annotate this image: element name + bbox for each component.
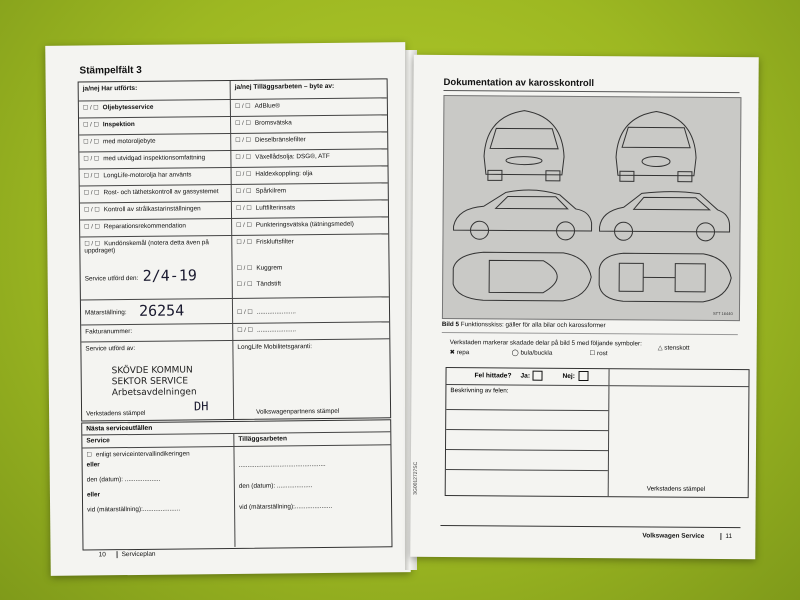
- longlife-label: LongLife Mobilitetsgaranti:: [237, 343, 313, 351]
- service-table: [78, 78, 392, 421]
- ns-col-b: Tilläggsarbeten: [238, 435, 288, 443]
- table-row: [80, 234, 388, 259]
- workshop-stamp-area: [609, 386, 749, 497]
- extra-label: Punkteringsvätska (tätningsmedel): [255, 220, 354, 229]
- caption-bold: Bild 5: [441, 321, 460, 329]
- initials: DH: [193, 399, 209, 414]
- checkbox-icon: ☐ / ☐: [236, 239, 253, 246]
- done-cell: [80, 219, 232, 237]
- extra-label: Luftfilterinsats: [255, 204, 296, 212]
- checkbox-icon: ☐ / ☐: [83, 122, 99, 129]
- fault-header-cell: [446, 368, 609, 385]
- service-date-value: 2/4-19: [142, 266, 197, 285]
- done-label: Rost- och täthetskontroll av gassystemet: [103, 188, 219, 197]
- dots-line: ......................: [256, 308, 296, 316]
- done-label: Kontroll av strålkastarinställningen: [103, 205, 201, 214]
- extra-label: Bromsvätska: [254, 119, 292, 127]
- mileage-cell: [81, 299, 233, 325]
- checkbox-icon: ☐ / ☐: [83, 207, 100, 214]
- done-cell: [80, 185, 232, 203]
- invoice-b-cell: [233, 322, 389, 340]
- symbol-dent: ◯ bula/buckla: [511, 349, 553, 357]
- done-cell: [79, 134, 231, 152]
- desc-line: [446, 469, 608, 471]
- desc-line: [446, 429, 608, 431]
- performed-by-label: Service utförd av:: [85, 344, 136, 353]
- extra-b-cell: [232, 256, 388, 298]
- left-page-number: 10: [98, 551, 106, 559]
- ns-b-line: .................................................: [238, 460, 326, 469]
- extra-cell: [232, 234, 388, 258]
- extra-label: Spårkilrem: [255, 187, 287, 195]
- ns-b-vid: vid (mätarställning):.....................: [239, 502, 333, 511]
- left-page: [45, 42, 411, 576]
- done-label: Oljebytesservice: [102, 103, 154, 112]
- desc-line: [446, 409, 608, 411]
- right-stamp-label: Verkstadens stämpel: [646, 485, 706, 493]
- mileage-value: 26254: [138, 301, 185, 320]
- next-service-table: [81, 419, 392, 550]
- desc-line: [446, 449, 608, 451]
- fault-label: Fel hittade?: [474, 372, 512, 380]
- next-service-title: Nästa serviceutfällen: [82, 420, 390, 435]
- vertical-code: 3G0012727SC: [412, 461, 419, 495]
- checkbox-icon: ☐ / ☐: [235, 171, 252, 178]
- done-label: med utvidgad inspektionsomfattning: [103, 154, 206, 163]
- ns-vid: vid (mätarställning):.....................: [87, 505, 181, 514]
- checkbox-icon: ☐ / ☐: [235, 154, 252, 161]
- description-cell: [446, 385, 610, 496]
- col-b-header: ja/nej Tilläggsarbeten – byte av:: [234, 82, 335, 91]
- yes-checkbox[interactable]: [532, 371, 542, 381]
- done-cell: [79, 100, 231, 118]
- ns-eller2: eller: [86, 491, 101, 499]
- ns-extra-cell: [234, 445, 391, 547]
- checkbox-icon: ☐ / ☐: [235, 188, 252, 195]
- ns-enligt: enligt serviceintervallindikeringen: [95, 450, 190, 459]
- service-date-label: Service utförd den:: [84, 274, 139, 283]
- extra-cell: [232, 217, 388, 235]
- extra-cell: [232, 200, 388, 218]
- done-cell: [80, 202, 232, 220]
- checkbox-icon: ☐ / ☐: [84, 241, 101, 248]
- checkbox-icon: ☐ / ☐: [236, 281, 253, 288]
- checkbox-icon: ☐ / ☐: [235, 205, 252, 212]
- no-checkbox[interactable]: [578, 371, 588, 381]
- extra-b1: Kuggrem: [256, 264, 283, 272]
- ns-b-den: den (datum): ....................: [238, 482, 313, 490]
- checkbox-icon: ☐ / ☐: [235, 120, 251, 127]
- stamp-area-top: [609, 369, 748, 386]
- yes-label: Ja:: [520, 372, 531, 380]
- car-diagram: [442, 95, 742, 321]
- checkbox-icon: ☐ / ☐: [82, 105, 99, 112]
- right-page-number: 11: [720, 533, 732, 540]
- section-title: Stämpelfält 3: [79, 64, 142, 77]
- symbol-chip: △ stenskott: [657, 344, 690, 352]
- caption-divider: [442, 332, 738, 335]
- extra-cell: [231, 115, 387, 133]
- col-a-header: ja/nej Har utförts:: [79, 81, 231, 101]
- checkbox-icon: ☐ / ☐: [83, 156, 100, 163]
- extra-label: Växellådsolja: DSG®, ATF: [255, 152, 330, 161]
- extra-label: Friskluftsfilter: [256, 238, 294, 246]
- checkbox-icon: ☐ / ☐: [237, 327, 254, 334]
- stamp-image: [112, 365, 197, 399]
- right-page: [410, 55, 758, 559]
- extra-cell: [232, 183, 388, 201]
- checkbox-icon: ☐ / ☐: [234, 103, 251, 110]
- workshop-stamp-label: Verkstadens stämpel: [86, 409, 146, 418]
- extra-label: Dieselbränslefilter: [254, 136, 306, 144]
- footer-brand: Volkswagen Service: [642, 532, 705, 540]
- done-cell: [80, 236, 232, 260]
- extra-cell: [231, 98, 387, 116]
- describe-label: Beskrivning av felen:: [450, 387, 509, 395]
- right-title: Dokumentation av karosskontroll: [443, 77, 595, 90]
- footer-divider: [440, 525, 740, 528]
- checkbox-icon: ☐ / ☐: [83, 190, 100, 197]
- car-outlines-image: [443, 96, 741, 320]
- done-label: med motoroljebyte: [102, 137, 156, 146]
- checkbox-icon: ☐ / ☐: [237, 309, 253, 316]
- ns-den: den (datum): ....................: [86, 475, 161, 484]
- ns-col-a: Service: [82, 434, 234, 448]
- extra-b2: Tändstift: [256, 280, 282, 288]
- stamp-line1: SKÖVDE KOMMUN: [111, 365, 193, 377]
- extra-label: AdBlue®: [254, 102, 281, 110]
- mileage-b-cell: [233, 297, 389, 323]
- extra-cell: [231, 132, 387, 150]
- extra-label: Haldexkoppling: olja: [255, 170, 313, 178]
- done-cell: [80, 168, 232, 186]
- done-label: LongLife-motorolja har använts: [103, 171, 192, 180]
- partner-stamp-label: Volkswagenpartnens stämpel: [256, 407, 340, 416]
- dots-line: ......................: [256, 326, 297, 334]
- stamp-line2: SEKTOR SERVICE: [111, 376, 189, 388]
- symbol-rust: ☐ rost: [589, 350, 608, 358]
- left-page-footer: Serviceplan: [117, 551, 156, 558]
- extra-cell: [232, 166, 388, 184]
- checkbox-icon: ☐: [86, 452, 92, 459]
- performed-by-cell: [81, 341, 234, 421]
- no-label: Nej:: [562, 372, 576, 380]
- mileage-label: Mätarställning:: [84, 309, 127, 317]
- diagram-code: STT 16440: [712, 310, 733, 317]
- done-cell: [79, 117, 231, 135]
- fault-table: [445, 367, 750, 498]
- checkbox-icon: ☐ / ☐: [84, 224, 100, 231]
- caption-text: Funktionsskiss: gäller för alla bilar och karossformer: [460, 321, 606, 330]
- extra-cell: [231, 149, 387, 167]
- checkbox-icon: ☐ / ☐: [236, 265, 253, 272]
- done-label: Inspektion: [102, 120, 135, 129]
- checkbox-icon: ☐ / ☐: [83, 173, 100, 180]
- title-divider: [444, 90, 740, 93]
- instruction-text: Verkstaden markerar skadade delar på bild 5 med följande symboler:: [449, 339, 642, 348]
- done-label: Reparationsrekommendation: [103, 222, 186, 231]
- done-label: Kundönskemål (notera detta även på uppdraget): [84, 239, 209, 255]
- invoice-label: Fakturanummer:: [81, 324, 233, 342]
- longlife-cell: [233, 339, 390, 419]
- done-cell: [79, 151, 231, 169]
- figure-caption: [442, 321, 606, 329]
- symbol-scratch: ✖ repa: [449, 349, 470, 357]
- service-date-cell: [80, 258, 232, 300]
- checkbox-icon: ☐ / ☐: [235, 137, 252, 144]
- ns-service-cell: [82, 447, 235, 549]
- checkbox-icon: ☐ / ☐: [83, 139, 100, 146]
- checkbox-icon: ☐ / ☐: [236, 222, 252, 229]
- stamp-line3: Arbetsavdelningen: [111, 387, 197, 399]
- ns-eller1: eller: [86, 461, 100, 469]
